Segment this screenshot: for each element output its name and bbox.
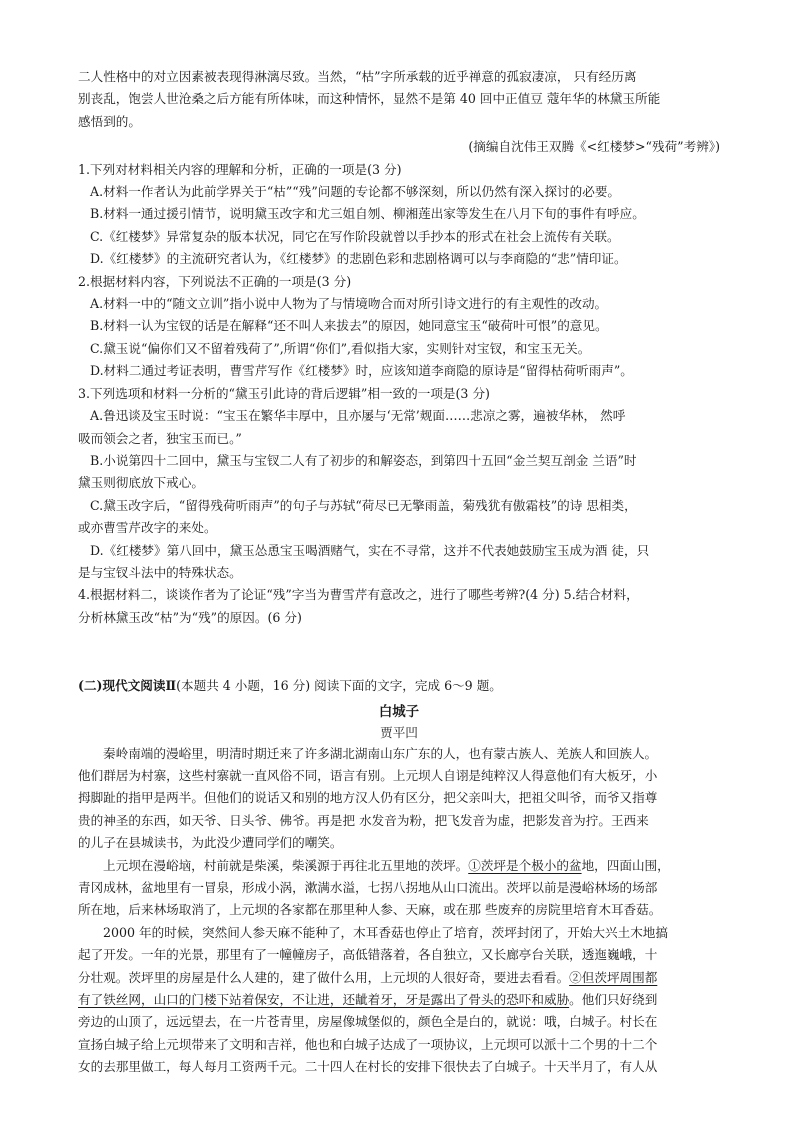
story-line: 的儿子在县城读书，为此没少遭同学们的嘲笑。 [78,835,343,851]
story-line [78,989,720,1011]
story-line: 宣扬白城子给上元坝带来了文明和吉祥，他也和白城子达成了一项协议，上元坝可以派十二个男的十二个 [78,1036,658,1052]
option-continuation: 吸而领会之者，独宝玉而已。” [78,430,242,446]
section-heading-label: (二)现代文阅读Ⅱ [78,678,177,694]
option-line: B.材料一通过援引情节，说明黛玉改字和尤三姐自刎、柳湘莲出家等发生在八月下旬的事件有呼应。 [90,206,645,222]
option-continuation: 黛玉则彻底放下戒心。 [78,475,204,491]
story-text: 分壮观。茨坪里的房屋是什么人建的，建了做什么用，上元坝的人很好奇，要进去看看。 [78,969,570,985]
option-continuation: 是与宝钗斗法中的特殊状态。 [78,564,242,580]
option-line: D.《红楼梦》第八回中，黛玉怂恿宝玉喝酒赌气，实在不寻常，这并不代表她鼓励宝玉成为酒 徒，只 [90,542,650,558]
story-line: 他们群居为村寨，这些村寨就一直风俗不同，语言有别。上元坝人自诩是纯粹汉人得意他们有大板牙，小 [78,767,658,783]
document-page [78,66,720,1079]
option-line: A.材料一中的“随文立训”指小说中人物为了与情境吻合而对所引诗文进行的有主观性的改动。 [90,296,608,312]
question-stem: 4.根据材料二，谈谈作者为了论证“残”字当为曹雪芹有意改之，进行了哪些考辨?(4 分) 5.结合材料， [78,587,639,603]
question-stem: 1.下列对材料相关内容的理解和分析，正确的一项是(3 分) [78,161,402,177]
source-citation: (摘编自沈伟王双腾《<红楼梦>“残荷”考辨》) [468,139,720,155]
section-gap [78,629,720,671]
story-line: 青冈成林，盆地里有一冒泉，形成小涡，漱满水溢，七拐八拐地从山口流出。茨坪以前是漫峪林场的场部 [78,880,658,895]
story-text: 上元坝在漫峪垴，村前就是柴溪，柴溪源于再往北五里地的茨坪。 [103,857,469,873]
question-stem: 分析林黛玉改“枯”为“残”的原因。(6 分) [78,609,302,625]
story-line: 秦岭南端的漫峪里，明清时期迁来了许多湖北湖南山东广东的人，也有蒙古族人、羌族人和回族人。 [103,745,658,761]
option-line: D.《红楼梦》的主流研究者认为，《红楼梦》的悲剧色彩和悲剧格调可以与李商隐的“悲”情印证。 [90,251,627,267]
story-author: 贾平凹 [380,724,418,740]
story-line: 拇脚趾的指甲是两半。但他们的说话又和别的地方汉人仍有区分，把父亲叫大，把祖父叫爷，而爷又指尊 [78,790,658,806]
option-continuation: 或亦曹雪芹改字的来处。 [78,520,217,536]
underlined-sentence-2-cont: 有了铁丝网，山口的门楼下站着保安，不让进，还龇着牙，牙是露出了骨头的恐吓和威胁 [78,992,570,1008]
story-line [78,967,720,989]
option-line: D.材料二通过考证表明，曹雪芹写作《红楼梦》时，应该知道李商隐的原诗是“留得枯荷听雨声”。 [90,363,633,379]
underlined-sentence-1: ①茨坪是个极小的盆 [468,857,582,873]
story-line: 女的去那里做工，每人每月工资两千元。二十四人在村长的安排下很快去了白城子。十天半月了，有人从 [78,1059,658,1075]
story-text: 地，四面山围， [581,857,670,873]
option-line: B.材料一认为宝钗的话是在解释“还不叫人来拔去”的原因，她同意宝玉“破荷叶可恨”的意见。 [90,318,608,334]
option-line: B.小说第四十二回中，黛玉与宝钗二人有了初步的和解姿态，到第四十五回“金兰契互剖金 兰语”时 [90,452,637,468]
question-stem: 3.下列选项和材料一分析的“黛玉引此诗的背后逻辑”相一致的一项是(3 分) [78,385,490,401]
top-paragraph-line: 感悟到的。 [78,113,141,129]
section-heading-instructions: (本题共 4 小题，16 分) 阅读下面的文字，完成 6～9 题。 [176,678,502,694]
story-line: 贵的神圣的东西，如天爷、日头爷、佛爷。再是把 水发音为粉，把飞发音为虚，把影发音为拧。王西来 [78,812,649,828]
story-line: 起了开发。一年的光景，那里有了一幢幢房子，高低错落着，各自独立，又长廊亭台关联，透迤巍峨，十 [78,947,658,963]
story-line [78,855,720,877]
story-line: 所在地，后来林场取消了，上元坝的各家都在那里种人参、天麻，或在那 些废弃的房院里培育木耳香菇。 [78,902,662,918]
section-heading [78,675,720,697]
option-line: C.黛玉说“偏你们又不留着残荷了”,所谓“你们”,看似指大家，实则针对宝钗，和宝玉无关。 [90,340,591,356]
story-text: 。他们只好绕到 [569,992,658,1008]
top-paragraph-line: 二人性格中的对立因素被表现得淋漓尽致。当然，“枯”字所承载的近乎禅意的孤寂凄凉， 只有经历离 [78,69,637,84]
story-line: 旁边的山顶了，远远望去，在一片苍青里，房屋像城堡似的，颜色全是白的，就说：哦，白城子。村长在 [78,1014,658,1030]
option-line: C.《红楼梦》异常复杂的版本状况，同它在写作阶段就曾以手抄本的形式在社会上流传有关联。 [90,228,620,244]
option-line: A.鲁迅谈及宝玉时说：“宝玉在繁华丰厚中，且亦屡与‘无常’觌面……悲凉之雾，遍被华林， 然呼 [90,408,626,424]
option-line: A.材料一作者认为此前学界关于“枯”“残”问题的专论都不够深刻，所以仍然有深入探讨的必要。 [90,184,621,200]
top-paragraph-line: 别丧乱，饱尝人世沧桑之后方能有所体味，而这种情怀，显然不是第 40 回中正值豆 蔻年华的林黛玉所能 [78,91,661,107]
underlined-sentence-2: ②但茨坪周围都 [569,969,658,985]
question-stem: 2.根据材料内容，下列说法不正确的一项是(3 分) [78,273,352,289]
option-line: C.黛玉改字后，“留得残荷听雨声”的句子与苏轼“荷尽已无擎雨盖，菊残犹有傲霜枝”的诗 思相类， [90,497,637,513]
story-title: 白城子 [378,703,420,720]
story-line: 2000 年的时候，突然间人参天麻不能种了，木耳香菇也停止了培育，茨坪封闭了，开始大兴土木地搞 [103,924,668,940]
